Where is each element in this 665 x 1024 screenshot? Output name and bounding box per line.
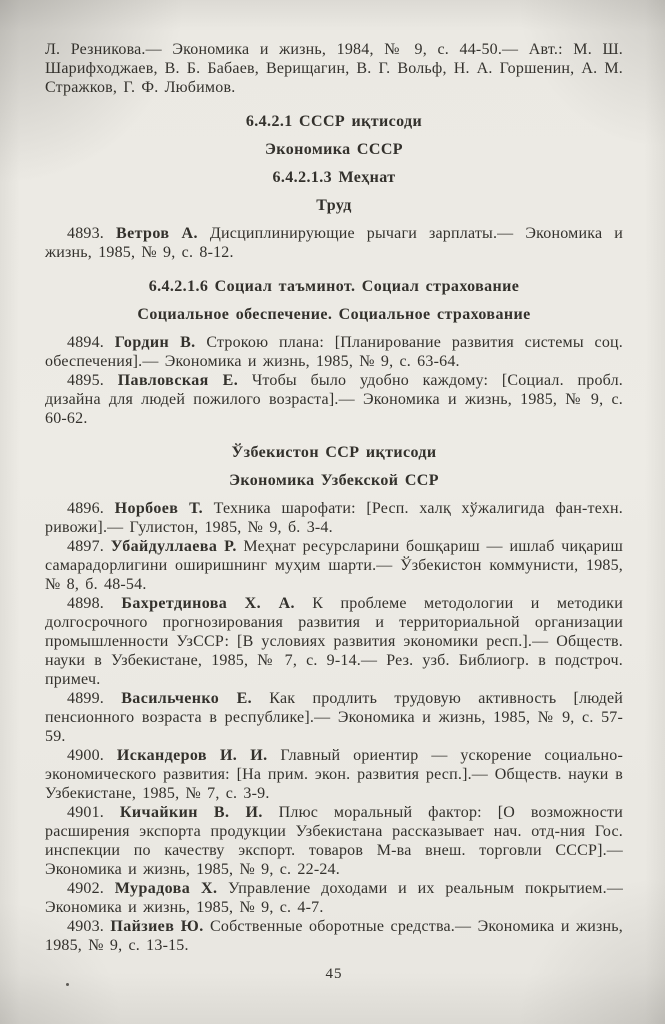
entry-number: 4898. — [67, 595, 104, 612]
entry-text: К проблеме методологии и методики долгосрочного прогнозирования развития и территориальной организации промышленности УзССР: [В условиях развития экономики респ.].— Обществ. науки в Узбекистане, 1985, № 7, с. 9-14.— Рез. узб. Библиогр. в подстроч. примеч. — [45, 595, 624, 688]
entry-text: Техника шарофати: [Респ. халқ хўжалигида фан-техн. ривожи].— Гулистон, 1985, № 9, б. 3-4. — [45, 500, 623, 536]
entry-number: 4899. — [67, 690, 104, 707]
bibliography-entry — [45, 499, 623, 537]
entry-text: Управление доходами и их реальным покрытием.— Экономика и жизнь, 1985, № 9, с. 4-7. — [45, 880, 624, 916]
entry-author: Искандеров И. И. — [116, 747, 268, 764]
entry-number: 4896. — [67, 500, 104, 517]
entry-text: Плюс моральный фактор: [О возможности расширения экспорта продукции Узбекистана рассказывает нач. отд-ния Гос. инспекции по качеству экспорт. товаров М-ва внеш. торговли СССР].— Экономика и жизнь, 1985, № 9, с. 22-24. — [45, 804, 624, 878]
section-heading: 6.4.2.1.3 Меҳнат — [272, 169, 396, 186]
bibliography-paragraph: Л. Резникова.— Экономика и жизнь, 1984, № 9, с. 44-50.— Авт.: М. Ш. Шарифходжаев, В. Б. Бабаев, Верищагин, В. Г. Вольф, Н. А. Горшенин, А. М. Стражков, Г. Ф. Любимов. — [45, 41, 623, 96]
bibliography-entry — [45, 879, 623, 917]
ink-speck — [66, 983, 69, 986]
bibliography-entry — [45, 917, 623, 955]
entry-number: 4894. — [67, 334, 104, 351]
entry-text: Меҳнат ресурсларини бошқариш — ишлаб чиқариш самарадорлигини оширишнинг муҳим шарти.— Ўзбекистон коммунисти, 1985, № 8, б. 48-54. — [45, 538, 624, 593]
bibliography-entry — [45, 224, 623, 262]
section-heading: Экономика Узбекской ССР — [229, 472, 439, 489]
entry-text: Главный ориентир — ускорение социально-экономического развития: [На прим. экон. развития респ.].— Обществ. науки в Узбекистане, 1985, № 7, с. 3-9. — [45, 747, 624, 802]
entry-author: Гордин В. — [114, 334, 196, 351]
entry-number: 4903. — [67, 918, 104, 935]
entry-text: Строкою плана: [Планирование развития системы соц. обеспечения].— Экономика и жизнь, 1985, № 9, с. 63-64. — [45, 334, 624, 370]
page-number: 45 — [325, 966, 343, 982]
section-heading: Социальное обеспечение. Социальное страхование — [137, 306, 531, 323]
section-heading: Экономика СССР — [265, 141, 403, 158]
entry-author: Убайдуллаева Р. — [110, 538, 237, 555]
section-heading: 6.4.2.1.6 Социал таъминот. Социал страхование — [148, 278, 520, 295]
entry-author: Мурадова Х. — [114, 880, 218, 897]
bibliography-entry — [45, 333, 623, 371]
entry-number: 4893. — [67, 225, 104, 242]
bibliography-entry — [45, 803, 623, 879]
bibliography-entry — [45, 537, 623, 594]
entry-author: Васильченко Е. — [121, 690, 253, 707]
section-heading: 6.4.2.1 СССР иқтисоди — [245, 113, 423, 130]
entry-author: Норбоев Т. — [114, 500, 203, 517]
entry-text: Собственные оборотные средства.— Экономика и жизнь, 1985, № 9, с. 13-15. — [45, 918, 623, 954]
entry-author: Ветров А. — [116, 225, 198, 242]
entry-author: Павловская Е. — [117, 372, 239, 389]
bibliography-entry — [45, 371, 623, 428]
entry-author: Бахретдинова Х. А. — [121, 595, 295, 612]
entry-number: 4900. — [67, 747, 104, 764]
bibliography-entry — [45, 594, 623, 689]
entry-number: 4901. — [67, 804, 104, 821]
entry-text: Как продлить трудовую активность [людей пенсионного возраста в республике].— Экономика и жизнь, 1985, № 9, с. 57-59. — [45, 690, 624, 745]
entry-author: Кичайкин В. И. — [119, 804, 263, 821]
entry-number: 4902. — [67, 880, 104, 897]
bibliography-entry — [45, 689, 623, 746]
bibliography-text-column — [45, 40, 623, 955]
entry-number: 4895. — [67, 372, 104, 389]
entry-text: Чтобы было удобно каждому: [Социал. пробл. дизайна для людей пожилого возраста].— Экономика и жизнь, 1985, № 9, с. 60-62. — [45, 372, 623, 427]
section-heading: Ўзбекистон ССР иқтисоди — [231, 444, 437, 461]
entry-number: 4897. — [67, 538, 104, 555]
entry-text: Дисциплинирующие рычаги зарплаты.— Экономика и жизнь, 1985, № 9, с. 8-12. — [45, 225, 624, 261]
entry-author: Пайзиев Ю. — [110, 918, 204, 935]
bibliography-entry — [45, 746, 623, 803]
section-heading: Труд — [316, 197, 352, 214]
